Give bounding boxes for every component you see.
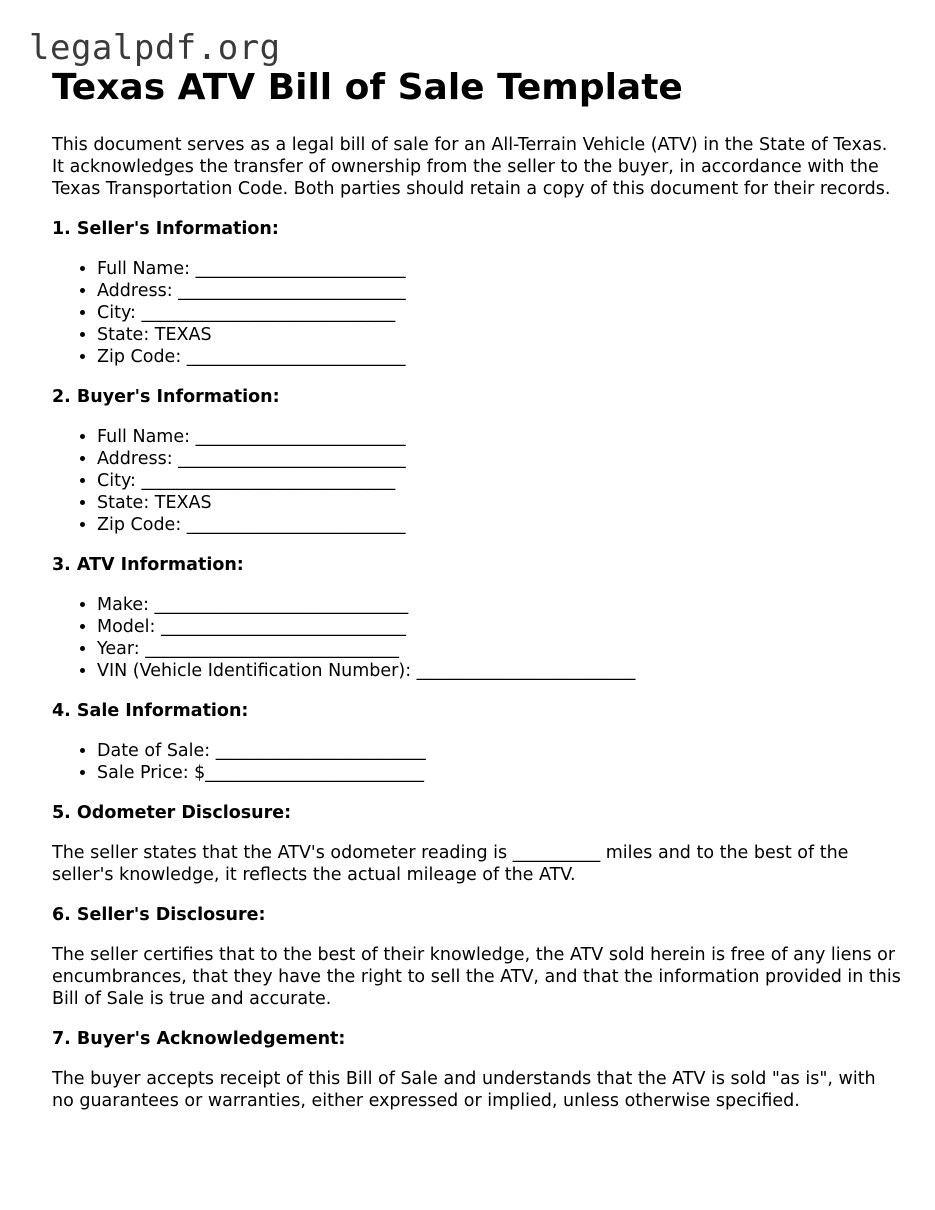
seller-fields-list <box>52 258 902 368</box>
seller-full-name-field[interactable]: • Full Name: ________________________ <box>97 258 902 280</box>
atv-make-field[interactable]: • Make: _____________________________ <box>97 594 902 616</box>
seller-city-field[interactable]: • City: _____________________________ <box>97 302 902 324</box>
atv-year-field[interactable]: • Year: _____________________________ <box>97 638 902 660</box>
document-title: Texas ATV Bill of Sale Template <box>52 67 683 108</box>
seller-zip-field[interactable]: • Zip Code: _________________________ <box>97 346 902 368</box>
sale-fields-list <box>52 740 902 784</box>
sale-date-field[interactable]: • Date of Sale: ________________________ <box>97 740 902 762</box>
buyer-city-field[interactable]: • City: _____________________________ <box>97 470 902 492</box>
buyer-info-heading: 2. Buyer's Information: <box>52 387 280 407</box>
seller-info-heading: 1. Seller's Information: <box>52 219 279 239</box>
seller-address-field[interactable]: • Address: __________________________ <box>97 280 902 302</box>
sale-price-field[interactable]: • Sale Price: $_________________________ <box>97 762 902 784</box>
odometer-disclosure-heading: 5. Odometer Disclosure: <box>52 803 292 823</box>
buyer-full-name-field[interactable]: • Full Name: ________________________ <box>97 426 902 448</box>
buyer-zip-field[interactable]: • Zip Code: _________________________ <box>97 514 902 536</box>
atv-vin-field[interactable]: • VIN (Vehicle Identification Number): _________________________ <box>97 660 902 682</box>
sale-info-heading: 4. Sale Information: <box>52 701 249 721</box>
document-page <box>52 66 902 1112</box>
seller-disclosure-heading: 6. Seller's Disclosure: <box>52 905 266 925</box>
atv-fields-list <box>52 594 902 682</box>
watermark: legalpdf.org <box>29 28 281 68</box>
buyer-fields-list <box>52 426 902 536</box>
atv-model-field[interactable]: • Model: ____________________________ <box>97 616 902 638</box>
seller-disclosure-text: The seller certifies that to the best of their knowledge, the ATV sold herein is free of any liens or encumbrances, that they have the right to sell the ATV, and that the information provided in this Bill of Sale is true and accurate. <box>52 945 901 1009</box>
odometer-disclosure-text: The seller states that the ATV's odometer reading is __________ miles and to the best of the seller's knowledge, it reflects the actual mileage of the ATV. <box>52 843 849 885</box>
buyer-state-field: • State: TEXAS <box>97 492 902 514</box>
intro-paragraph: This document serves as a legal bill of sale for an All-Terrain Vehicle (ATV) in the State of Texas. It acknowledges the transfer of ownership from the seller to the buyer, in accordance with the Texas Transportation Code. Both parties should retain a copy of this document for their records. <box>52 135 891 199</box>
buyer-acknowledgement-text: The buyer accepts receipt of this Bill of Sale and understands that the ATV is sold "as is", with no guarantees or warranties, either expressed or implied, unless otherwise specified. <box>52 1069 876 1111</box>
atv-info-heading: 3. ATV Information: <box>52 555 244 575</box>
buyer-address-field[interactable]: • Address: __________________________ <box>97 448 902 470</box>
seller-state-field: • State: TEXAS <box>97 324 902 346</box>
buyer-acknowledgement-heading: 7. Buyer's Acknowledgement: <box>52 1029 346 1049</box>
